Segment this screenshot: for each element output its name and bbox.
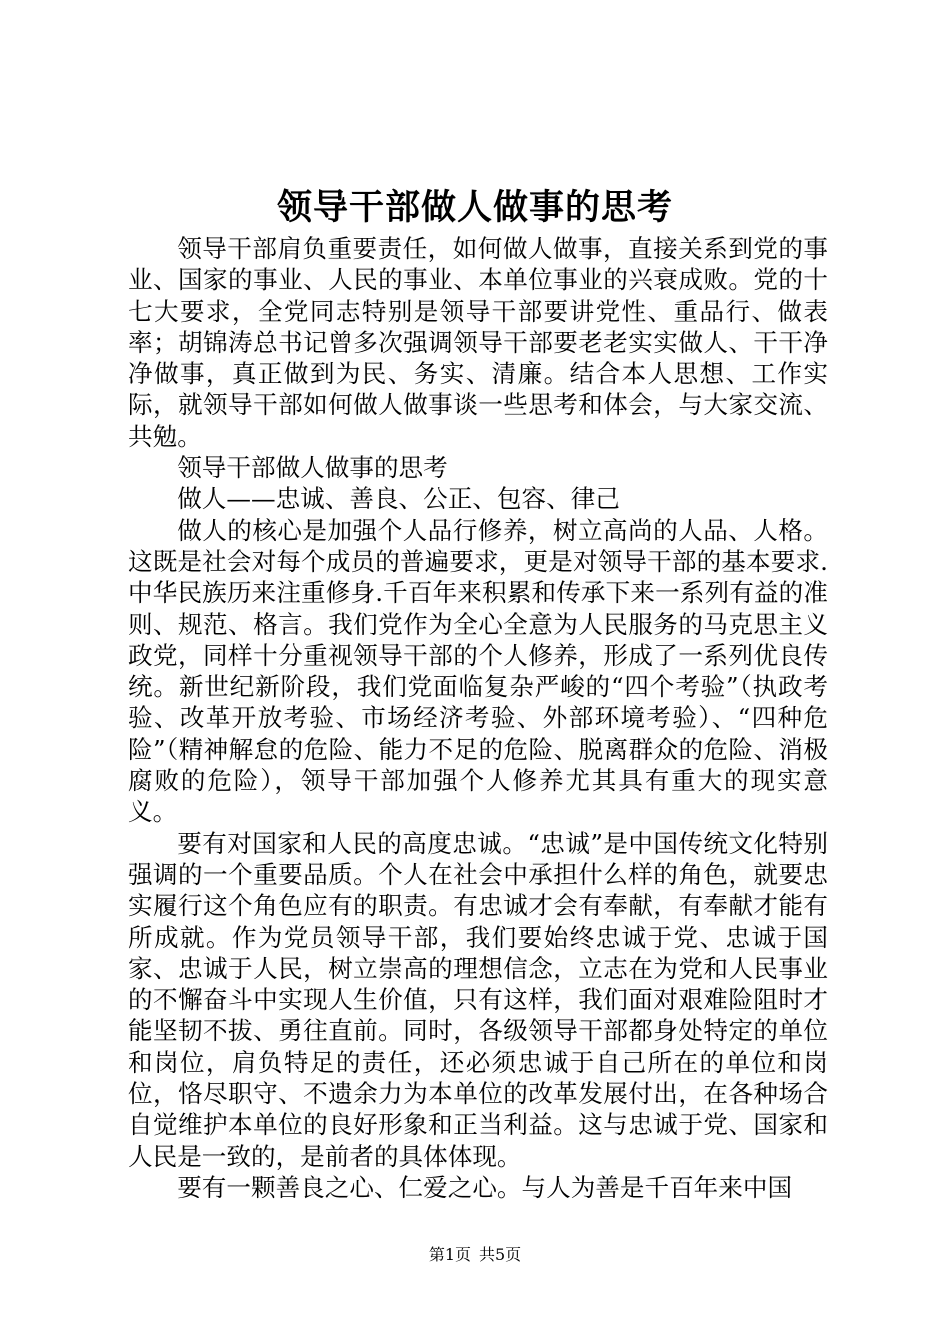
page-number: 第1页 <box>428 1245 471 1264</box>
paragraph-intro: 领导干部肩负重要责任，如何做人做事，直接关系到党的事业、国家的事业、人民的事业、本单位事业的兴衰成败。党的十七大要求，全党同志特别是领导干部要讲党性、重品行、做表率；胡锦涛总书记曾多次强调领导干部要老老实实做人、干干净净做事，真正做到为民、务实、清廉。结合本人思想、工作实际，就领导干部如何做人做事谈一些思考和体会，与大家交流、共勉。 <box>128 234 828 451</box>
paragraph-loyalty: 要有对国家和人民的高度忠诚。“忠诚”是中国传统文化特别强调的一个重要品质。个人在社会中承担什么样的角色，就要忠实履行这个角色应有的职责。有忠诚才会有奉献，有奉献才能有所成就。作为党员领导干部，我们要始终忠诚于党、忠诚于国家、忠诚于人民，树立崇高的理想信念，立志在为党和人民事业的不懈奋斗中实现人生价值，只有这样，我们面对艰难险阻时才能坚韧不拔、勇往直前。同时，各级领导干部都身处特定的单位和岗位，肩负特足的责任，还必须忠诚于自己所在的单位和岗位，恪尽职守、不遗余力为本单位的改革发展付出，在各种场合自觉维护本单位的良好形象和正当利益。这与忠诚于党、国家和人民是一致的，是前者的具体体现。 <box>128 828 828 1171</box>
page-total: 共5页 <box>479 1245 522 1264</box>
document-title: 领导干部做人做事的思考 <box>276 187 673 228</box>
paragraph-kindness: 要有一颗善良之心、仁爱之心。与人为善是千百年来中国 <box>177 1172 793 1202</box>
paragraph-subheading: 做人——忠诚、善良、公正、包容、律己 <box>177 484 620 514</box>
paragraph-section-heading: 领导干部做人做事的思考 <box>177 453 448 483</box>
page-footer <box>0 1244 950 1266</box>
paragraph-core-cultivation: 做人的核心是加强个人品行修养，树立高尚的人品、人格。这既是社会对每个成员的普遍要求，更是对领导干部的基本要求.中华民族历来注重修身.千百年来积累和传承下来一系列有益的准则、规范、格言。我们党作为全心全意为人民服务的马克思主义政党，同样十分重视领导干部的个人修养，形成了一系列优良传统。新世纪新阶段，我们党面临复杂严峻的“四个考验”（执政考验、改革开放考验、市场经济考验、外部环境考验）、“四种危险”（精神解怠的危险、能力不足的危险、脱离群众的危险、消极腐败的危险），领导干部加强个人修养尤其具有重大的现实意义。 <box>128 515 828 827</box>
document-body <box>128 233 828 1203</box>
